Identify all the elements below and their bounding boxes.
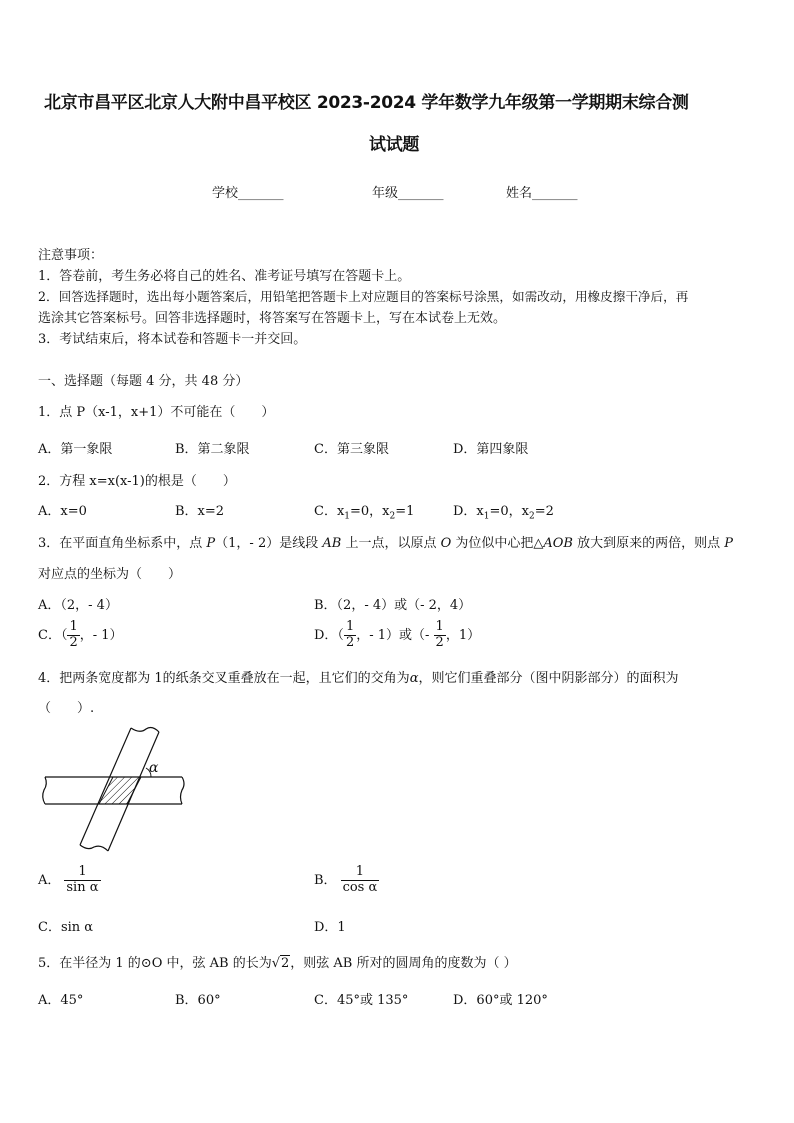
q3-stem-line2: 对应点的坐标为（ ）	[38, 567, 182, 582]
overlap-shaded-region	[99, 777, 141, 804]
q2-stem: 2．方程 x=x(x-1)的根是（ ）	[38, 474, 236, 489]
notes-item-2a: 2．回答选择题时，选出每小题答案后，用铅笔把答题卡上对应题目的答案标号涂黑，如需改动，用橡皮擦干净后，再	[38, 289, 689, 304]
q5-option-b: B．60°	[175, 993, 221, 1008]
q4-option-d: D．1	[314, 920, 346, 935]
q5-stem: 5．在半径为 1 的⊙O 中，弦 AB 的长为√2，则弦 AB 所对的圆周角的度数为（ ）	[38, 956, 517, 971]
q3-option-b: B．（2，- 4）或（- 2，4）	[314, 598, 472, 613]
fraction: $\frac{1}{2}$	[345, 619, 355, 650]
q3-option-c: C．（ $\frac{1}{2}$ ，- 1）	[38, 619, 123, 650]
q3-option-a: A．（2，- 4）	[38, 598, 118, 613]
notes-item-2b: 选涂其它答案标号。回答非选择题时，将答案写在答题卡上，写在本试卷上无效。	[38, 311, 507, 326]
q4-option-b: B． $\frac{1}{\text{cos α}}$	[314, 864, 378, 895]
diagonal-strip-top-end	[131, 728, 159, 732]
q1-option-c: C．第三象限	[314, 442, 389, 457]
q4-stem-line1: 4．把两条宽度都为 1的纸条交叉重叠放在一起，且它们的交角为α，则它们重叠部分（图中阴影部分）的面积为	[38, 671, 679, 686]
fraction: $\frac{1}{\text{sin α}}$	[66, 864, 99, 895]
section-heading: 一、选择题（每题 4 分，共 48 分）	[38, 374, 249, 389]
q1-option-b: B．第二象限	[175, 442, 250, 457]
grade-field: 年级_______	[372, 186, 444, 201]
q2-option-d: D．$x_1=0$，$x_2=2$	[453, 504, 554, 522]
notes-item-3: 3．考试结束后，将本试卷和答题卡一并交回。	[38, 332, 307, 347]
q4-stem-line2: （ ）.	[38, 701, 95, 716]
fraction: $\frac{1}{\text{cos α}}$	[342, 864, 378, 895]
horizontal-strip-right-end	[181, 777, 185, 804]
horizontal-strip-left-end	[43, 777, 47, 804]
q2-option-b: B．x=2	[175, 504, 225, 519]
name-field: 姓名_______	[506, 186, 578, 201]
notes-item-1: 1．答卷前，考生务必将自己的姓名、准考证号填写在答题卡上。	[38, 269, 411, 284]
fraction: $\frac{1}{2}$	[69, 619, 78, 650]
crossed-strips-figure	[40, 720, 200, 860]
angle-alpha-label: α	[149, 760, 159, 776]
q2-option-c: C．$x_1=0$，$x_2=1$	[314, 504, 415, 522]
q4-option-c: C．sin α	[38, 920, 94, 935]
q3-option-d: D．（ $\frac{1}{2}$ ，- 1）或（- $\frac{1}{2}$ ，1）	[314, 619, 481, 650]
q4-option-a: A． $\frac{1}{\text{sin α}}$	[38, 864, 99, 895]
q5-option-c: C．45°或 135°	[314, 993, 409, 1008]
q2-option-a: A．x=0	[38, 504, 87, 519]
fraction: $\frac{1}{2}$	[435, 619, 444, 650]
q1-option-d: D．第四象限	[453, 442, 529, 457]
exam-title-line2: 试试题	[369, 135, 420, 155]
q1-stem: 1．点 P（x-1，x+1）不可能在（ ）	[38, 405, 275, 420]
diagonal-strip-bottom-end	[80, 845, 108, 851]
q5-option-d: D．60°或 120°	[453, 993, 548, 1008]
q5-option-a: A．45°	[38, 993, 84, 1008]
school-field: 学校_______	[212, 186, 284, 201]
q3-stem-line1: 3．在平面直角坐标系中，点 P（1，- 2）是线段 AB 上一点，以原点 O 为位似中心把△AOB 放大到原来的两倍，则点 P	[38, 536, 734, 551]
exam-title-line1: 北京市昌平区北京人大附中昌平校区 2023-2024 学年数学九年级第一学期期末综合测	[44, 93, 689, 113]
square-root: √2	[271, 956, 290, 971]
notes-heading: 注意事项：	[38, 248, 104, 263]
q1-option-a: A．第一象限	[38, 442, 113, 457]
